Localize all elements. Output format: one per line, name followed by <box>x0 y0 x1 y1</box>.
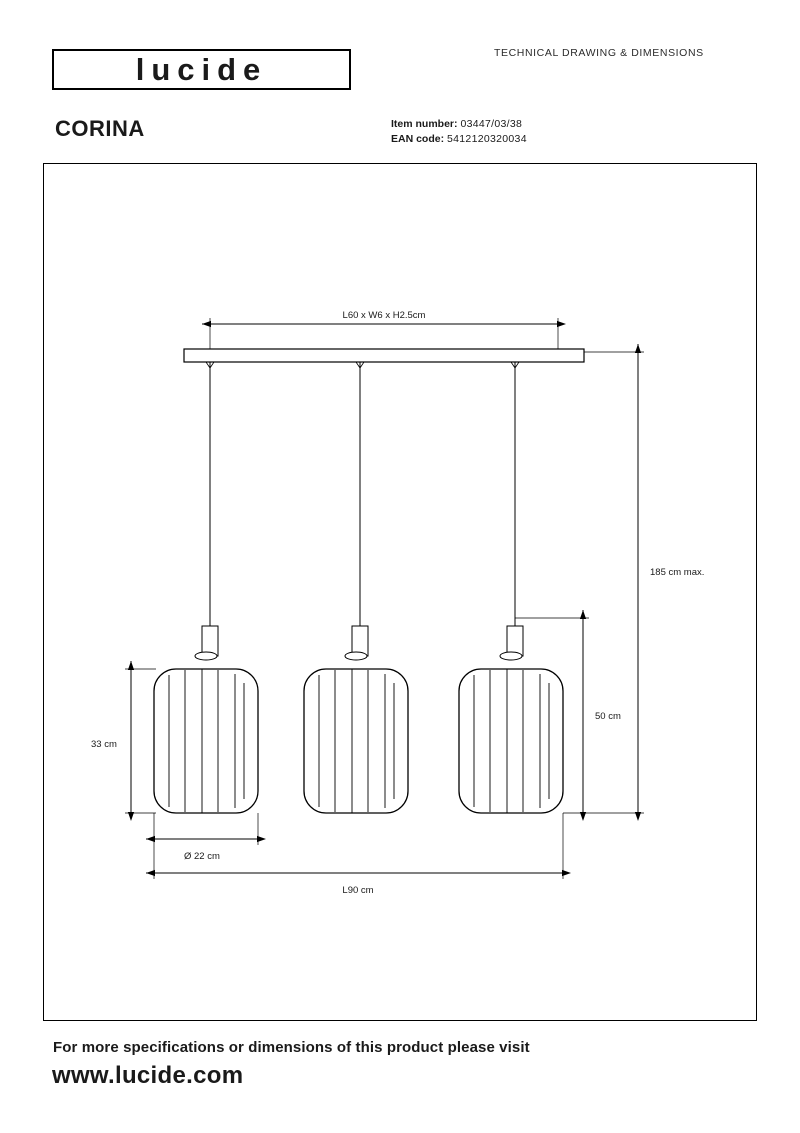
product-meta <box>391 117 527 147</box>
dimension-shade-diameter-label: Ø 22 cm <box>184 851 220 862</box>
dimension-canopy-label: L60 x W6 x H2.5cm <box>342 310 426 321</box>
footer-text: For more specifications or dimensions of this product please visit <box>53 1039 530 1056</box>
brand-logo <box>52 49 351 90</box>
technical-drawing-label: TECHNICAL DRAWING & DIMENSIONS <box>494 47 704 59</box>
footer-website[interactable]: www.lucide.com <box>52 1062 244 1089</box>
dimension-height-max-label: 185 cm max. <box>650 567 705 578</box>
dimension-shade-height-label: 33 cm <box>91 739 117 750</box>
item-number-label: Item number: <box>391 118 458 130</box>
dimension-drop-label: 50 cm <box>595 711 621 722</box>
item-number-value: 03447/03/38 <box>460 118 523 130</box>
brand-logo-text: lucide <box>135 51 268 87</box>
item-number-row <box>391 117 527 132</box>
ean-code-row <box>391 132 527 147</box>
technical-drawing <box>43 163 757 1021</box>
dimension-total-width-label: L90 cm <box>342 885 374 896</box>
page-title: CORINA <box>55 116 145 141</box>
ean-code-value: 5412120320034 <box>447 133 527 145</box>
ean-code-label: EAN code: <box>391 133 445 145</box>
